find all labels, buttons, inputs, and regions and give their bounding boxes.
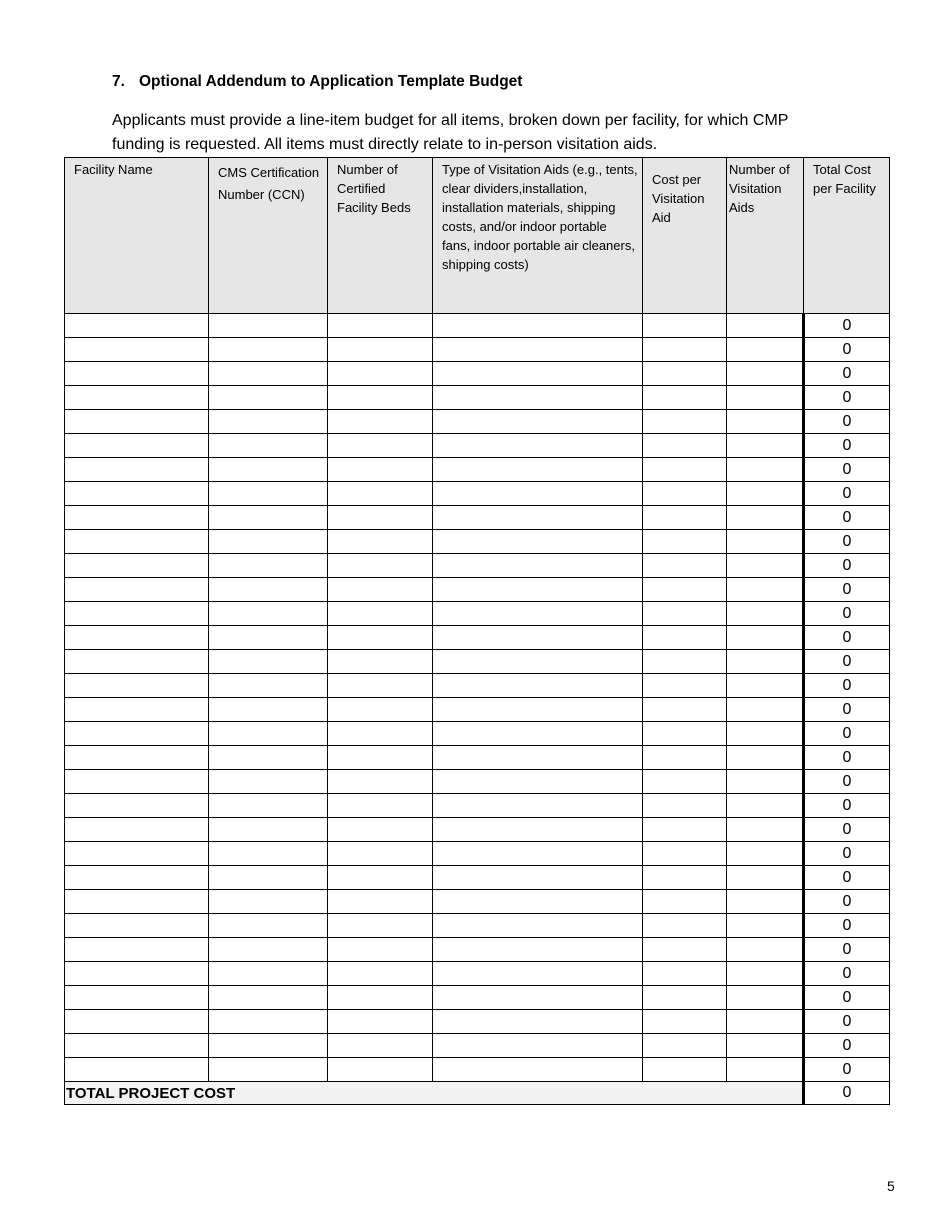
row-total-cell: 0 xyxy=(804,410,890,434)
ccn-cell[interactable] xyxy=(209,458,328,482)
cost-per-aid-cell[interactable] xyxy=(643,650,727,674)
ccn-cell[interactable] xyxy=(209,842,328,866)
cost-per-aid-cell[interactable] xyxy=(643,626,727,650)
ccn-cell[interactable] xyxy=(209,410,328,434)
row-total-cell: 0 xyxy=(804,962,890,986)
certified-beds-cell[interactable] xyxy=(328,722,433,746)
table-row xyxy=(65,722,890,746)
row-total-cell: 0 xyxy=(804,626,890,650)
visitation-aid-type-cell[interactable] xyxy=(433,602,643,626)
cost-per-aid-cell[interactable] xyxy=(643,530,727,554)
row-total-cell: 0 xyxy=(804,794,890,818)
number-of-aids-cell[interactable] xyxy=(727,482,804,506)
number-of-aids-cell[interactable] xyxy=(727,602,804,626)
cost-per-aid-cell[interactable] xyxy=(643,1034,727,1058)
facility-name-cell[interactable] xyxy=(65,602,209,626)
visitation-aid-type-cell[interactable] xyxy=(433,698,643,722)
table-row xyxy=(65,338,890,362)
certified-beds-cell[interactable] xyxy=(328,914,433,938)
number-of-aids-cell[interactable] xyxy=(727,626,804,650)
certified-beds-cell[interactable] xyxy=(328,962,433,986)
certified-beds-cell[interactable] xyxy=(328,554,433,578)
number-of-aids-cell[interactable] xyxy=(727,314,804,338)
certified-beds-cell[interactable] xyxy=(328,986,433,1010)
row-total-cell: 0 xyxy=(804,674,890,698)
certified-beds-cell[interactable] xyxy=(328,482,433,506)
visitation-aid-type-cell[interactable] xyxy=(433,914,643,938)
row-total-cell: 0 xyxy=(804,722,890,746)
number-of-aids-cell[interactable] xyxy=(727,938,804,962)
number-of-aids-cell[interactable] xyxy=(727,794,804,818)
cost-per-aid-cell[interactable] xyxy=(643,866,727,890)
facility-name-cell[interactable] xyxy=(65,962,209,986)
row-total-cell: 0 xyxy=(804,698,890,722)
table-row xyxy=(65,578,890,602)
certified-beds-cell[interactable] xyxy=(328,818,433,842)
cost-per-aid-cell[interactable] xyxy=(643,410,727,434)
cost-per-aid-cell[interactable] xyxy=(643,890,727,914)
certified-beds-cell[interactable] xyxy=(328,650,433,674)
table-row xyxy=(65,506,890,530)
ccn-cell[interactable] xyxy=(209,674,328,698)
cost-per-aid-cell[interactable] xyxy=(643,746,727,770)
ccn-cell[interactable] xyxy=(209,1010,328,1034)
ccn-cell[interactable] xyxy=(209,482,328,506)
row-total-cell: 0 xyxy=(804,1034,890,1058)
visitation-aid-type-cell[interactable] xyxy=(433,746,643,770)
certified-beds-cell[interactable] xyxy=(328,1034,433,1058)
number-of-aids-cell[interactable] xyxy=(727,866,804,890)
facility-name-cell[interactable] xyxy=(65,890,209,914)
facility-name-cell[interactable] xyxy=(65,674,209,698)
facility-name-cell[interactable] xyxy=(65,746,209,770)
table-row xyxy=(65,458,890,482)
number-of-aids-cell[interactable] xyxy=(727,434,804,458)
ccn-cell[interactable] xyxy=(209,890,328,914)
visitation-aid-type-cell[interactable] xyxy=(433,506,643,530)
certified-beds-cell[interactable] xyxy=(328,674,433,698)
table-row xyxy=(65,698,890,722)
cost-per-aid-cell[interactable] xyxy=(643,578,727,602)
row-total-cell: 0 xyxy=(804,554,890,578)
row-total-cell: 0 xyxy=(804,482,890,506)
facility-name-cell[interactable] xyxy=(65,362,209,386)
certified-beds-cell[interactable] xyxy=(328,410,433,434)
visitation-aid-type-cell[interactable] xyxy=(433,1010,643,1034)
visitation-aid-type-cell[interactable] xyxy=(433,338,643,362)
total-project-label: TOTAL PROJECT COST xyxy=(65,1082,804,1105)
number-of-aids-cell[interactable] xyxy=(727,890,804,914)
header-certified-beds: Number of Certified Facility Beds xyxy=(328,158,433,314)
budget-rows xyxy=(65,314,890,1082)
number-of-aids-cell[interactable] xyxy=(727,986,804,1010)
number-of-aids-cell[interactable] xyxy=(727,386,804,410)
certified-beds-cell[interactable] xyxy=(328,434,433,458)
section-number: 7. xyxy=(112,73,125,90)
ccn-cell[interactable] xyxy=(209,986,328,1010)
table-row xyxy=(65,530,890,554)
facility-name-cell[interactable] xyxy=(65,1034,209,1058)
number-of-aids-cell[interactable] xyxy=(727,578,804,602)
table-row xyxy=(65,842,890,866)
ccn-cell[interactable] xyxy=(209,554,328,578)
facility-name-cell[interactable] xyxy=(65,554,209,578)
visitation-aid-type-cell[interactable] xyxy=(433,770,643,794)
ccn-cell[interactable] xyxy=(209,626,328,650)
facility-name-cell[interactable] xyxy=(65,698,209,722)
certified-beds-cell[interactable] xyxy=(328,890,433,914)
cost-per-aid-cell[interactable] xyxy=(643,962,727,986)
table-row xyxy=(65,914,890,938)
number-of-aids-cell[interactable] xyxy=(727,914,804,938)
ccn-cell[interactable] xyxy=(209,386,328,410)
ccn-cell[interactable] xyxy=(209,506,328,530)
header-visitation-aid-type: Type of Visitation Aids (e.g., tents, clear dividers,installation, installation materials, shipping costs, and/or indoor portable fans, indoor portable air cleaners, shipping costs) xyxy=(433,158,643,314)
table-row xyxy=(65,434,890,458)
facility-name-cell[interactable] xyxy=(65,842,209,866)
table-row xyxy=(65,746,890,770)
visitation-aid-type-cell[interactable] xyxy=(433,818,643,842)
visitation-aid-type-cell[interactable] xyxy=(433,794,643,818)
row-total-cell: 0 xyxy=(804,506,890,530)
certified-beds-cell[interactable] xyxy=(328,458,433,482)
facility-name-cell[interactable] xyxy=(65,986,209,1010)
cost-per-aid-cell[interactable] xyxy=(643,602,727,626)
visitation-aid-type-cell[interactable] xyxy=(433,362,643,386)
ccn-cell[interactable] xyxy=(209,698,328,722)
visitation-aid-type-cell[interactable] xyxy=(433,386,643,410)
table-row xyxy=(65,770,890,794)
row-total-cell: 0 xyxy=(804,602,890,626)
visitation-aid-type-cell[interactable] xyxy=(433,842,643,866)
table-row xyxy=(65,986,890,1010)
row-total-cell: 0 xyxy=(804,866,890,890)
ccn-cell[interactable] xyxy=(209,362,328,386)
row-total-cell: 0 xyxy=(804,938,890,962)
facility-name-cell[interactable] xyxy=(65,410,209,434)
certified-beds-cell[interactable] xyxy=(328,938,433,962)
ccn-cell[interactable] xyxy=(209,794,328,818)
row-total-cell: 0 xyxy=(804,746,890,770)
cost-per-aid-cell[interactable] xyxy=(643,434,727,458)
visitation-aid-type-cell[interactable] xyxy=(433,314,643,338)
certified-beds-cell[interactable] xyxy=(328,794,433,818)
number-of-aids-cell[interactable] xyxy=(727,818,804,842)
cost-per-aid-cell[interactable] xyxy=(643,482,727,506)
visitation-aid-type-cell[interactable] xyxy=(433,722,643,746)
certified-beds-cell[interactable] xyxy=(328,1058,433,1082)
ccn-cell[interactable] xyxy=(209,1034,328,1058)
table-row xyxy=(65,602,890,626)
cost-per-aid-cell[interactable] xyxy=(643,794,727,818)
header-total-cost: Total Cost per Facility xyxy=(804,158,890,314)
cost-per-aid-cell[interactable] xyxy=(643,674,727,698)
facility-name-cell[interactable] xyxy=(65,1010,209,1034)
visitation-aid-type-cell[interactable] xyxy=(433,578,643,602)
cost-per-aid-cell[interactable] xyxy=(643,986,727,1010)
visitation-aid-type-cell[interactable] xyxy=(433,986,643,1010)
row-total-cell: 0 xyxy=(804,818,890,842)
facility-name-cell[interactable] xyxy=(65,386,209,410)
ccn-cell[interactable] xyxy=(209,866,328,890)
ccn-cell[interactable] xyxy=(209,962,328,986)
number-of-aids-cell[interactable] xyxy=(727,746,804,770)
number-of-aids-cell[interactable] xyxy=(727,554,804,578)
cost-per-aid-cell[interactable] xyxy=(643,314,727,338)
visitation-aid-type-cell[interactable] xyxy=(433,530,643,554)
facility-name-cell[interactable] xyxy=(65,506,209,530)
number-of-aids-cell[interactable] xyxy=(727,1010,804,1034)
cost-per-aid-cell[interactable] xyxy=(643,770,727,794)
total-project-row xyxy=(65,1082,890,1105)
cost-per-aid-cell[interactable] xyxy=(643,842,727,866)
number-of-aids-cell[interactable] xyxy=(727,698,804,722)
certified-beds-cell[interactable] xyxy=(328,602,433,626)
ccn-cell[interactable] xyxy=(209,530,328,554)
total-project-cost: 0 xyxy=(804,1082,890,1105)
number-of-aids-cell[interactable] xyxy=(727,674,804,698)
row-total-cell: 0 xyxy=(804,914,890,938)
cost-per-aid-cell[interactable] xyxy=(643,1010,727,1034)
header-cost-per-aid: Cost per Visitation Aid xyxy=(643,158,727,314)
table-row xyxy=(65,866,890,890)
row-total-cell: 0 xyxy=(804,770,890,794)
number-of-aids-cell[interactable] xyxy=(727,962,804,986)
facility-name-cell[interactable] xyxy=(65,482,209,506)
facility-name-cell[interactable] xyxy=(65,794,209,818)
certified-beds-cell[interactable] xyxy=(328,362,433,386)
facility-name-cell[interactable] xyxy=(65,770,209,794)
visitation-aid-type-cell[interactable] xyxy=(433,650,643,674)
ccn-cell[interactable] xyxy=(209,1058,328,1082)
number-of-aids-cell[interactable] xyxy=(727,362,804,386)
row-total-cell: 0 xyxy=(804,530,890,554)
intro-paragraph: Applicants must provide a line-item budget for all items, broken down per facility, for which CMP funding is requested. All items must directly relate to in-person visitation aids. xyxy=(112,112,789,153)
certified-beds-cell[interactable] xyxy=(328,770,433,794)
certified-beds-cell[interactable] xyxy=(328,1010,433,1034)
cost-per-aid-cell[interactable] xyxy=(643,458,727,482)
facility-name-cell[interactable] xyxy=(65,1058,209,1082)
table-row xyxy=(65,650,890,674)
certified-beds-cell[interactable] xyxy=(328,746,433,770)
visitation-aid-type-cell[interactable] xyxy=(433,938,643,962)
row-total-cell: 0 xyxy=(804,1010,890,1034)
table-row xyxy=(65,1058,890,1082)
ccn-cell[interactable] xyxy=(209,434,328,458)
row-total-cell: 0 xyxy=(804,842,890,866)
row-total-cell: 0 xyxy=(804,362,890,386)
table-row xyxy=(65,890,890,914)
row-total-cell: 0 xyxy=(804,386,890,410)
number-of-aids-cell[interactable] xyxy=(727,722,804,746)
table-row xyxy=(65,674,890,698)
certified-beds-cell[interactable] xyxy=(328,866,433,890)
visitation-aid-type-cell[interactable] xyxy=(433,866,643,890)
cost-per-aid-cell[interactable] xyxy=(643,386,727,410)
number-of-aids-cell[interactable] xyxy=(727,338,804,362)
certified-beds-cell[interactable] xyxy=(328,314,433,338)
row-total-cell: 0 xyxy=(804,314,890,338)
visitation-aid-type-cell[interactable] xyxy=(433,1058,643,1082)
ccn-cell[interactable] xyxy=(209,338,328,362)
cost-per-aid-cell[interactable] xyxy=(643,362,727,386)
visitation-aid-type-cell[interactable] xyxy=(433,890,643,914)
ccn-cell[interactable] xyxy=(209,914,328,938)
table-row xyxy=(65,1034,890,1058)
table-row xyxy=(65,962,890,986)
table-row xyxy=(65,482,890,506)
certified-beds-cell[interactable] xyxy=(328,578,433,602)
facility-name-cell[interactable] xyxy=(65,722,209,746)
number-of-aids-cell[interactable] xyxy=(727,1058,804,1082)
ccn-cell[interactable] xyxy=(209,314,328,338)
cost-per-aid-cell[interactable] xyxy=(643,818,727,842)
header-ccn: CMS Certification Number (CCN) xyxy=(209,158,328,314)
facility-name-cell[interactable] xyxy=(65,458,209,482)
number-of-aids-cell[interactable] xyxy=(727,530,804,554)
certified-beds-cell[interactable] xyxy=(328,506,433,530)
table-row xyxy=(65,386,890,410)
facility-name-cell[interactable] xyxy=(65,338,209,362)
facility-name-cell[interactable] xyxy=(65,938,209,962)
number-of-aids-cell[interactable] xyxy=(727,650,804,674)
number-of-aids-cell[interactable] xyxy=(727,506,804,530)
facility-name-cell[interactable] xyxy=(65,914,209,938)
table-row xyxy=(65,410,890,434)
row-total-cell: 0 xyxy=(804,434,890,458)
cost-per-aid-cell[interactable] xyxy=(643,338,727,362)
section-title: Optional Addendum to Application Template Budget xyxy=(139,73,523,90)
header-row xyxy=(65,158,890,314)
table-row xyxy=(65,626,890,650)
page-number: 5 xyxy=(887,1178,895,1194)
number-of-aids-cell[interactable] xyxy=(727,410,804,434)
table-row xyxy=(65,818,890,842)
visitation-aid-type-cell[interactable] xyxy=(433,458,643,482)
table-row xyxy=(65,362,890,386)
visitation-aid-type-cell[interactable] xyxy=(433,434,643,458)
certified-beds-cell[interactable] xyxy=(328,530,433,554)
cost-per-aid-cell[interactable] xyxy=(643,1058,727,1082)
certified-beds-cell[interactable] xyxy=(328,626,433,650)
facility-name-cell[interactable] xyxy=(65,818,209,842)
ccn-cell[interactable] xyxy=(209,578,328,602)
ccn-cell[interactable] xyxy=(209,602,328,626)
cost-per-aid-cell[interactable] xyxy=(643,506,727,530)
ccn-cell[interactable] xyxy=(209,770,328,794)
header-facility-name: Facility Name xyxy=(65,158,209,314)
ccn-cell[interactable] xyxy=(209,650,328,674)
facility-name-cell[interactable] xyxy=(65,314,209,338)
table-row xyxy=(65,938,890,962)
ccn-cell[interactable] xyxy=(209,938,328,962)
number-of-aids-cell[interactable] xyxy=(727,458,804,482)
visitation-aid-type-cell[interactable] xyxy=(433,482,643,506)
cost-per-aid-cell[interactable] xyxy=(643,722,727,746)
row-total-cell: 0 xyxy=(804,650,890,674)
table-row xyxy=(65,1010,890,1034)
budget-table xyxy=(64,157,890,1105)
facility-name-cell[interactable] xyxy=(65,578,209,602)
header-number-of-aids: Number of Visitation Aids xyxy=(727,158,804,314)
visitation-aid-type-cell[interactable] xyxy=(433,1034,643,1058)
ccn-cell[interactable] xyxy=(209,818,328,842)
cost-per-aid-cell[interactable] xyxy=(643,914,727,938)
visitation-aid-type-cell[interactable] xyxy=(433,410,643,434)
row-total-cell: 0 xyxy=(804,986,890,1010)
facility-name-cell[interactable] xyxy=(65,626,209,650)
certified-beds-cell[interactable] xyxy=(328,338,433,362)
cost-per-aid-cell[interactable] xyxy=(643,938,727,962)
facility-name-cell[interactable] xyxy=(65,434,209,458)
visitation-aid-type-cell[interactable] xyxy=(433,554,643,578)
row-total-cell: 0 xyxy=(804,338,890,362)
number-of-aids-cell[interactable] xyxy=(727,770,804,794)
visitation-aid-type-cell[interactable] xyxy=(433,674,643,698)
facility-name-cell[interactable] xyxy=(65,650,209,674)
facility-name-cell[interactable] xyxy=(65,866,209,890)
ccn-cell[interactable] xyxy=(209,746,328,770)
row-total-cell: 0 xyxy=(804,1058,890,1082)
visitation-aid-type-cell[interactable] xyxy=(433,626,643,650)
ccn-cell[interactable] xyxy=(209,722,328,746)
section-heading xyxy=(112,73,522,91)
certified-beds-cell[interactable] xyxy=(328,386,433,410)
certified-beds-cell[interactable] xyxy=(328,698,433,722)
table-row xyxy=(65,314,890,338)
cost-per-aid-cell[interactable] xyxy=(643,698,727,722)
facility-name-cell[interactable] xyxy=(65,530,209,554)
certified-beds-cell[interactable] xyxy=(328,842,433,866)
row-total-cell: 0 xyxy=(804,458,890,482)
visitation-aid-type-cell[interactable] xyxy=(433,962,643,986)
row-total-cell: 0 xyxy=(804,578,890,602)
number-of-aids-cell[interactable] xyxy=(727,842,804,866)
row-total-cell: 0 xyxy=(804,890,890,914)
cost-per-aid-cell[interactable] xyxy=(643,554,727,578)
table-row xyxy=(65,554,890,578)
number-of-aids-cell[interactable] xyxy=(727,1034,804,1058)
table-row xyxy=(65,794,890,818)
